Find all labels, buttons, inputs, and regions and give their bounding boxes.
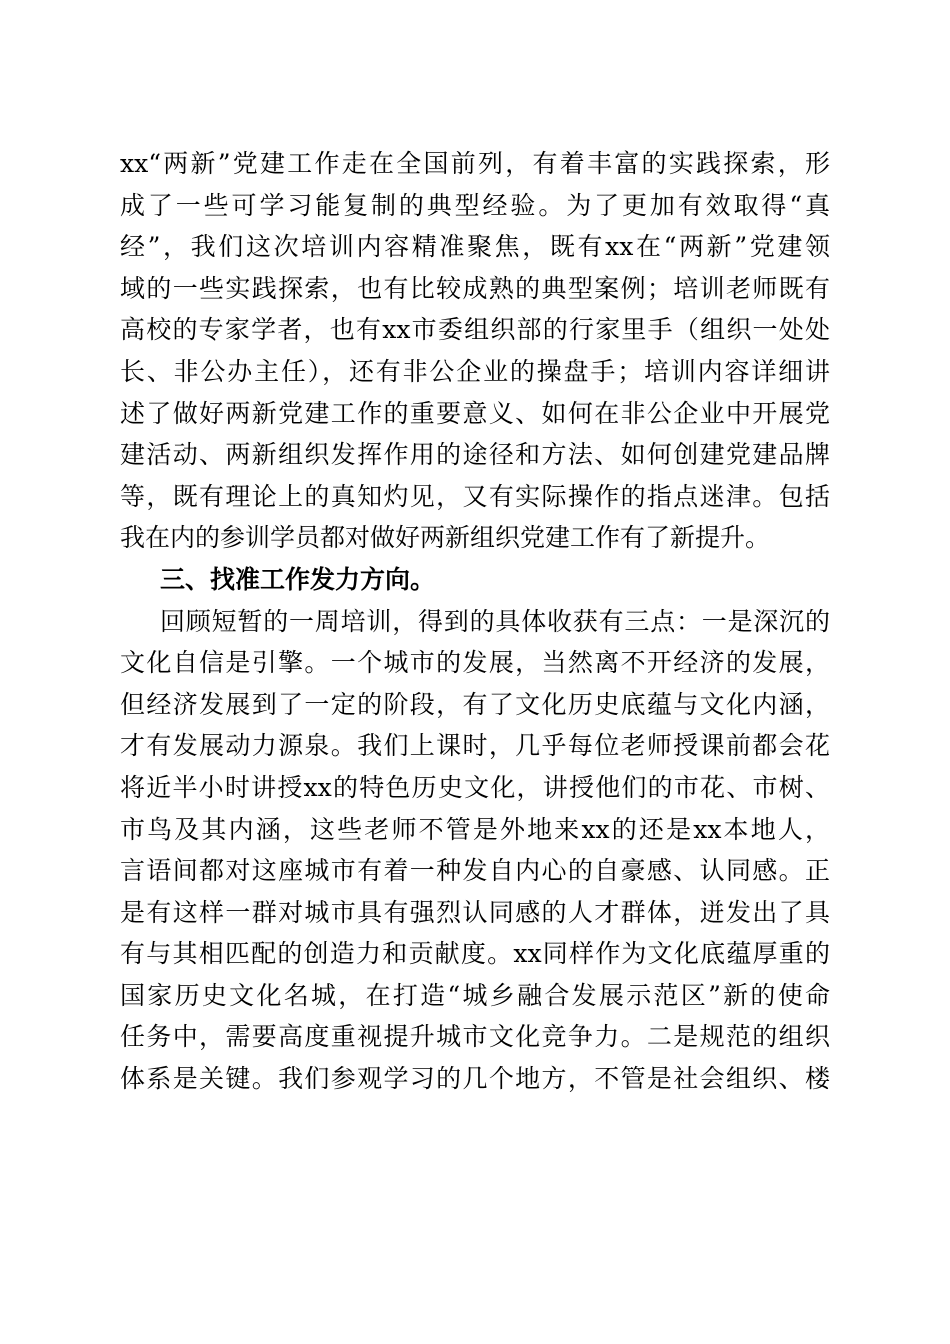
text-line: 但经济发展到了一定的阶段，有了文化历史底蕴与文化内涵， (120, 689, 830, 719)
text-line: xx“两新”党建工作走在全国前列，有着丰富的实践探索，形 (120, 149, 830, 178)
paragraph-two-new-party-building (120, 143, 830, 559)
text-line: 任务中，需要高度重视提升城市文化竞争力。二是规范的组织 (120, 1022, 830, 1052)
text-line: 建活动、两新组织发挥作用的途径和方法、如何创建党建品牌 (120, 440, 830, 470)
text-line: 才有发展动力源泉。我们上课时，几乎每位老师授课前都会花 (120, 731, 830, 761)
text-line: 是有这样一群对城市具有强烈认同感的人才群体，迸发出了具 (120, 897, 830, 927)
text-line: 述了做好两新党建工作的重要意义、如何在非公企业中开展党 (120, 398, 830, 428)
text-line: 长、非公办主任），还有非公企业的操盘手；培训内容详细讲 (120, 356, 830, 386)
text-line: 有与其相匹配的创造力和贡献度。xx同样作为文化底蕴厚重的 (120, 939, 830, 969)
text-line: 市鸟及其内涵，这些老师不管是外地来xx的还是xx本地人， (120, 814, 830, 844)
text-line: 将近半小时讲授xx的特色历史文化，讲授他们的市花、市树、 (120, 772, 830, 802)
text-line: 体系是关键。我们参观学习的几个地方，不管是社会组织、楼 (120, 1064, 830, 1094)
text-line: 国家历史文化名城，在打造“城乡融合发展示范区”新的使命 (120, 980, 830, 1010)
section-heading: 三、找准工作发力方向。 (160, 564, 436, 594)
text-line: 回顾短暂的一周培训，得到的具体收获有三点：一是深沉的 (160, 606, 830, 636)
text-line: 高校的专家学者，也有xx市委组织部的行家里手（组织一处处 (120, 315, 830, 345)
text-line: 域的一些实践探索，也有比较成熟的典型案例；培训老师既有 (120, 273, 830, 303)
text-line: 等，既有理论上的真知灼见，又有实际操作的指点迷津。包括 (120, 481, 830, 511)
text-line: 我在内的参训学员都对做好两新组织党建工作有了新提升。 (120, 523, 771, 553)
text-line: 文化自信是引擎。一个城市的发展，当然离不开经济的发展， (120, 648, 830, 678)
document-body (120, 143, 830, 1100)
text-line: 言语间都对这座城市有着一种发自内心的自豪感、认同感。正 (120, 856, 830, 886)
text-line: 经”，我们这次培训内容精准聚焦，既有xx在“两新”党建领 (120, 232, 830, 262)
paragraph-work-direction (120, 601, 830, 1100)
text-line: 成了一些可学习能复制的典型经验。为了更加有效取得“真 (120, 190, 830, 220)
